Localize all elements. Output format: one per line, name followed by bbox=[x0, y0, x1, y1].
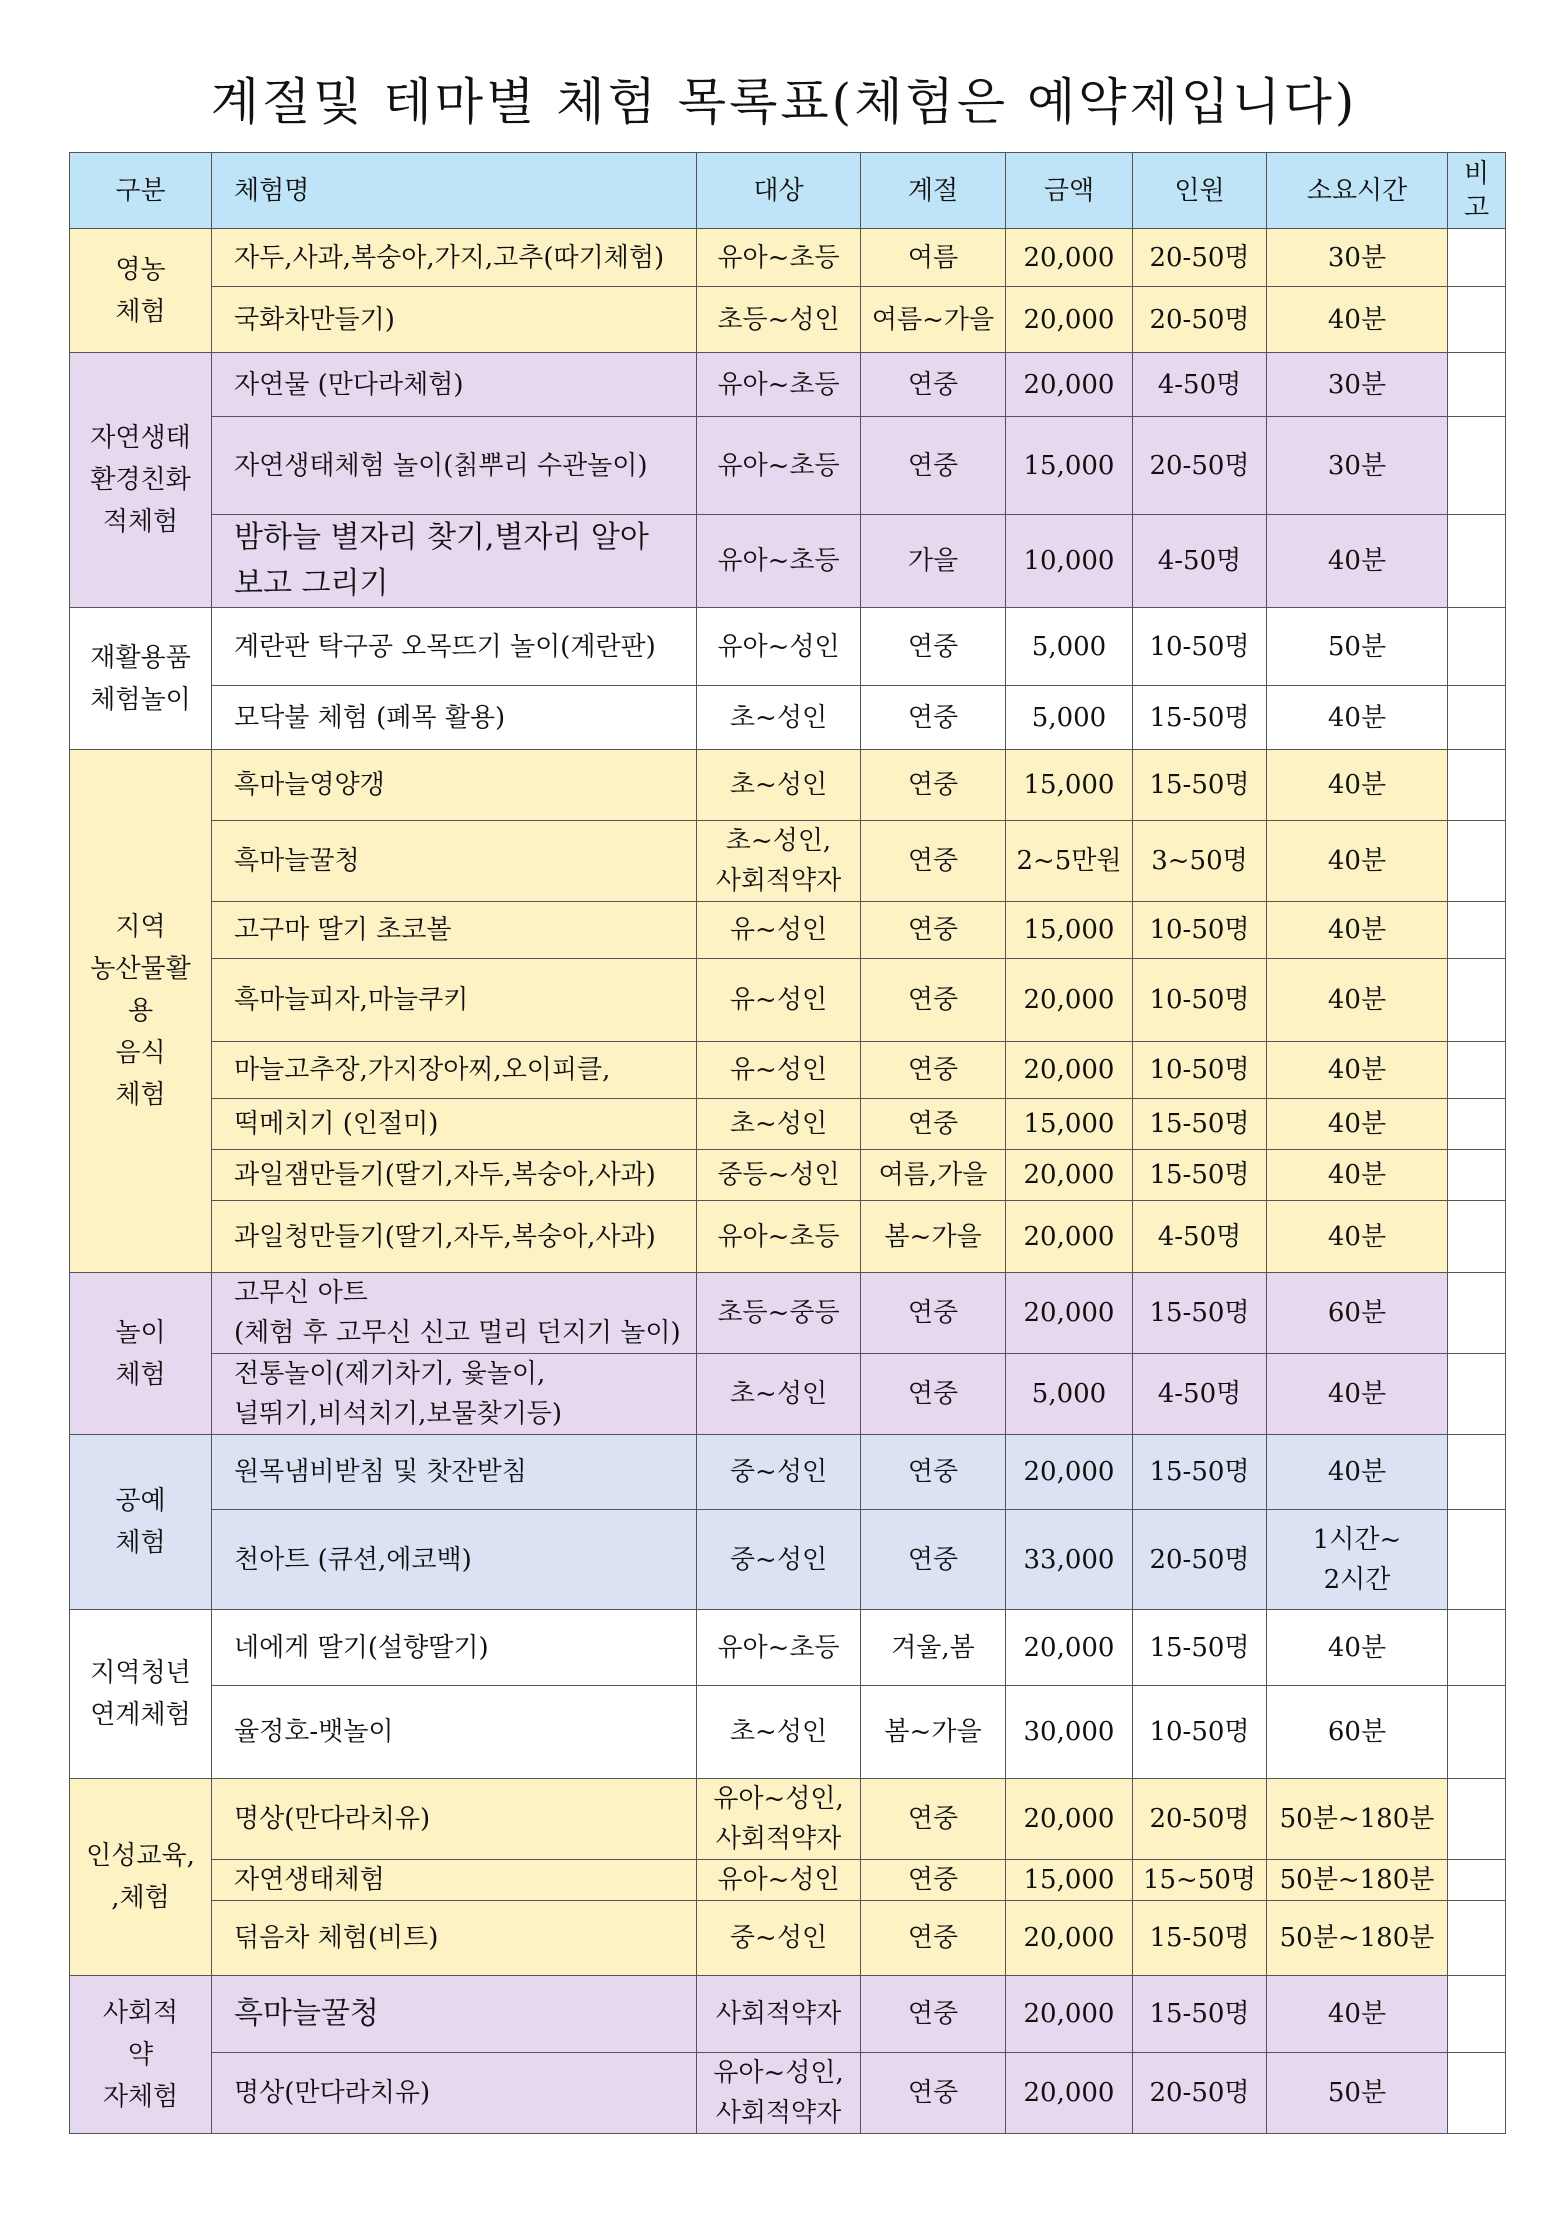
table-row bbox=[70, 1150, 1506, 1201]
name-cell: 명상(만다라치유) bbox=[212, 1779, 697, 1860]
target-cell: 사회적약자 bbox=[697, 1976, 861, 2053]
target-cell: 유~성인 bbox=[697, 959, 861, 1042]
price-cell: 15,000 bbox=[1006, 902, 1133, 959]
season-cell: 연중 bbox=[861, 821, 1006, 902]
price-cell: 20,000 bbox=[1006, 1150, 1133, 1201]
table-row bbox=[70, 515, 1506, 608]
season-cell: 가을 bbox=[861, 515, 1006, 608]
price-cell: 5,000 bbox=[1006, 686, 1133, 750]
season-cell: 봄~가을 bbox=[861, 1686, 1006, 1779]
name-cell: 흑마늘피자,마늘쿠키 bbox=[212, 959, 697, 1042]
target-cell: 유아~초등 bbox=[697, 515, 861, 608]
name-cell: 명상(만다라치유) bbox=[212, 2053, 697, 2134]
people-cell: 10-50명 bbox=[1133, 608, 1267, 686]
target-cell: 유아~초등 bbox=[697, 353, 861, 417]
note-cell bbox=[1448, 1779, 1506, 1860]
table-row bbox=[70, 1042, 1506, 1099]
people-cell: 4-50명 bbox=[1133, 353, 1267, 417]
people-cell: 15~50명 bbox=[1133, 1860, 1267, 1901]
people-cell: 3~50명 bbox=[1133, 821, 1267, 902]
note-cell bbox=[1448, 353, 1506, 417]
duration-cell: 1시간~ 2시간 bbox=[1267, 1510, 1448, 1610]
target-cell: 유아~초등 bbox=[697, 229, 861, 287]
table-row bbox=[70, 750, 1506, 821]
duration-cell: 40분 bbox=[1267, 821, 1448, 902]
duration-cell: 40분 bbox=[1267, 1354, 1448, 1435]
table-row bbox=[70, 1686, 1506, 1779]
people-cell: 15-50명 bbox=[1133, 1150, 1267, 1201]
table-row bbox=[70, 2053, 1506, 2134]
people-cell: 4-50명 bbox=[1133, 1354, 1267, 1435]
price-cell: 20,000 bbox=[1006, 229, 1133, 287]
note-cell bbox=[1448, 1510, 1506, 1610]
price-cell: 33,000 bbox=[1006, 1510, 1133, 1610]
price-cell: 5,000 bbox=[1006, 608, 1133, 686]
name-cell: 자연물 (만다라체험) bbox=[212, 353, 697, 417]
duration-cell: 40분 bbox=[1267, 1150, 1448, 1201]
people-cell: 15-50명 bbox=[1133, 686, 1267, 750]
name-cell: 고무신 아트 (체험 후 고무신 신고 멀리 던지기 놀이) bbox=[212, 1273, 697, 1354]
name-cell: 모닥불 체험 (폐목 활용) bbox=[212, 686, 697, 750]
target-cell: 유아~초등 bbox=[697, 417, 861, 515]
target-cell: 초등~성인 bbox=[697, 287, 861, 353]
note-cell bbox=[1448, 1860, 1506, 1901]
header-price: 금액 bbox=[1006, 153, 1133, 229]
note-cell bbox=[1448, 1150, 1506, 1201]
note-cell bbox=[1448, 515, 1506, 608]
duration-cell: 40분 bbox=[1267, 287, 1448, 353]
target-cell: 중~성인 bbox=[697, 1510, 861, 1610]
note-cell bbox=[1448, 2053, 1506, 2134]
note-cell bbox=[1448, 1201, 1506, 1273]
people-cell: 20-50명 bbox=[1133, 2053, 1267, 2134]
price-cell: 20,000 bbox=[1006, 1901, 1133, 1976]
note-cell bbox=[1448, 959, 1506, 1042]
season-cell: 연중 bbox=[861, 1901, 1006, 1976]
target-cell: 유아~초등 bbox=[697, 1610, 861, 1686]
price-cell: 20,000 bbox=[1006, 287, 1133, 353]
season-cell: 연중 bbox=[861, 2053, 1006, 2134]
people-cell: 15-50명 bbox=[1133, 1901, 1267, 1976]
name-cell: 떡메치기 (인절미) bbox=[212, 1099, 697, 1150]
table-row bbox=[70, 1610, 1506, 1686]
name-cell: 자연생태체험 bbox=[212, 1860, 697, 1901]
note-cell bbox=[1448, 229, 1506, 287]
name-cell: 마늘고추장,가지장아찌,오이피클, bbox=[212, 1042, 697, 1099]
season-cell: 연중 bbox=[861, 608, 1006, 686]
people-cell: 4-50명 bbox=[1133, 1201, 1267, 1273]
duration-cell: 50분~180분 bbox=[1267, 1901, 1448, 1976]
category-cell: 지역청년 연계체험 bbox=[70, 1610, 212, 1779]
duration-cell: 30분 bbox=[1267, 353, 1448, 417]
header-target: 대상 bbox=[697, 153, 861, 229]
name-cell: 과일청만들기(딸기,자두,복숭아,사과) bbox=[212, 1201, 697, 1273]
table-row bbox=[70, 1099, 1506, 1150]
people-cell: 15-50명 bbox=[1133, 1976, 1267, 2053]
people-cell: 15-50명 bbox=[1133, 1435, 1267, 1510]
people-cell: 10-50명 bbox=[1133, 959, 1267, 1042]
duration-cell: 30분 bbox=[1267, 229, 1448, 287]
duration-cell: 40분 bbox=[1267, 515, 1448, 608]
table-row bbox=[70, 1273, 1506, 1354]
season-cell: 봄~가을 bbox=[861, 1201, 1006, 1273]
season-cell: 연중 bbox=[861, 686, 1006, 750]
header-season: 계절 bbox=[861, 153, 1006, 229]
duration-cell: 50분 bbox=[1267, 608, 1448, 686]
target-cell: 유아~성인, 사회적약자 bbox=[697, 2053, 861, 2134]
note-cell bbox=[1448, 821, 1506, 902]
price-cell: 20,000 bbox=[1006, 1976, 1133, 2053]
target-cell: 유아~성인, 사회적약자 bbox=[697, 1779, 861, 1860]
people-cell: 20-50명 bbox=[1133, 417, 1267, 515]
table-row bbox=[70, 821, 1506, 902]
target-cell: 초~성인 bbox=[697, 1686, 861, 1779]
table-row bbox=[70, 229, 1506, 287]
season-cell: 연중 bbox=[861, 1435, 1006, 1510]
season-cell: 연중 bbox=[861, 1042, 1006, 1099]
duration-cell: 30분 bbox=[1267, 417, 1448, 515]
price-cell: 20,000 bbox=[1006, 1610, 1133, 1686]
header-category: 구분 bbox=[70, 153, 212, 229]
target-cell: 유~성인 bbox=[697, 902, 861, 959]
people-cell: 20-50명 bbox=[1133, 1510, 1267, 1610]
table-row bbox=[70, 1510, 1506, 1610]
people-cell: 20-50명 bbox=[1133, 287, 1267, 353]
note-cell bbox=[1448, 1976, 1506, 2053]
table-row bbox=[70, 686, 1506, 750]
note-cell bbox=[1448, 1273, 1506, 1354]
duration-cell: 40분 bbox=[1267, 902, 1448, 959]
table-row bbox=[70, 1976, 1506, 2053]
table-row bbox=[70, 1901, 1506, 1976]
category-cell: 지역 농산물활 용 음식 체험 bbox=[70, 750, 212, 1273]
season-cell: 연중 bbox=[861, 353, 1006, 417]
season-cell: 연중 bbox=[861, 959, 1006, 1042]
target-cell: 유아~성인 bbox=[697, 608, 861, 686]
price-cell: 15,000 bbox=[1006, 417, 1133, 515]
category-cell: 공예 체험 bbox=[70, 1435, 212, 1610]
duration-cell: 40분 bbox=[1267, 1201, 1448, 1273]
duration-cell: 50분~180분 bbox=[1267, 1860, 1448, 1901]
season-cell: 여름~가을 bbox=[861, 287, 1006, 353]
target-cell: 유~성인 bbox=[697, 1042, 861, 1099]
table-row bbox=[70, 353, 1506, 417]
name-cell: 계란판 탁구공 오목뜨기 놀이(계란판) bbox=[212, 608, 697, 686]
name-cell: 자연생태체험 놀이(칡뿌리 수관놀이) bbox=[212, 417, 697, 515]
season-cell: 연중 bbox=[861, 750, 1006, 821]
table-row bbox=[70, 608, 1506, 686]
header-name: 체험명 bbox=[212, 153, 697, 229]
name-cell: 자두,사과,복숭아,가지,고추(따기체험) bbox=[212, 229, 697, 287]
price-cell: 2~5만원 bbox=[1006, 821, 1133, 902]
target-cell: 초~성인 bbox=[697, 750, 861, 821]
season-cell: 연중 bbox=[861, 1099, 1006, 1150]
target-cell: 중등~성인 bbox=[697, 1150, 861, 1201]
season-cell: 연중 bbox=[861, 1273, 1006, 1354]
note-cell bbox=[1448, 1686, 1506, 1779]
table-row bbox=[70, 1354, 1506, 1435]
duration-cell: 50분~180분 bbox=[1267, 1779, 1448, 1860]
duration-cell: 40분 bbox=[1267, 1099, 1448, 1150]
page-title: 계절및 테마별 체험 목록표(체험은 예약제입니다) bbox=[210, 73, 1358, 131]
table-row bbox=[70, 902, 1506, 959]
target-cell: 중~성인 bbox=[697, 1901, 861, 1976]
note-cell bbox=[1448, 902, 1506, 959]
people-cell: 15-50명 bbox=[1133, 750, 1267, 821]
price-cell: 30,000 bbox=[1006, 1686, 1133, 1779]
name-cell: 고구마 딸기 초코볼 bbox=[212, 902, 697, 959]
price-cell: 20,000 bbox=[1006, 2053, 1133, 2134]
note-cell bbox=[1448, 608, 1506, 686]
header-row bbox=[70, 153, 1506, 229]
price-cell: 15,000 bbox=[1006, 750, 1133, 821]
season-cell: 겨울,봄 bbox=[861, 1610, 1006, 1686]
table-row bbox=[70, 1779, 1506, 1860]
people-cell: 20-50명 bbox=[1133, 1779, 1267, 1860]
target-cell: 중~성인 bbox=[697, 1435, 861, 1510]
note-cell bbox=[1448, 1099, 1506, 1150]
duration-cell: 40분 bbox=[1267, 750, 1448, 821]
name-cell: 흑마늘영양갱 bbox=[212, 750, 697, 821]
price-cell: 10,000 bbox=[1006, 515, 1133, 608]
people-cell: 20-50명 bbox=[1133, 229, 1267, 287]
price-cell: 15,000 bbox=[1006, 1860, 1133, 1901]
season-cell: 연중 bbox=[861, 902, 1006, 959]
name-cell: 율정호-뱃놀이 bbox=[212, 1686, 697, 1779]
people-cell: 10-50명 bbox=[1133, 902, 1267, 959]
table-row bbox=[70, 1201, 1506, 1273]
target-cell: 초~성인 bbox=[697, 1354, 861, 1435]
price-cell: 20,000 bbox=[1006, 959, 1133, 1042]
season-cell: 연중 bbox=[861, 1779, 1006, 1860]
people-cell: 10-50명 bbox=[1133, 1042, 1267, 1099]
target-cell: 유아~초등 bbox=[697, 1201, 861, 1273]
price-cell: 20,000 bbox=[1006, 1435, 1133, 1510]
note-cell bbox=[1448, 1610, 1506, 1686]
header-duration: 소요시간 bbox=[1267, 153, 1448, 229]
season-cell: 여름,가을 bbox=[861, 1150, 1006, 1201]
duration-cell: 40분 bbox=[1267, 1976, 1448, 2053]
duration-cell: 40분 bbox=[1267, 686, 1448, 750]
header-note-label: 비고 bbox=[1463, 158, 1490, 223]
table-body bbox=[70, 229, 1506, 2134]
header-note bbox=[1448, 153, 1506, 229]
people-cell: 15-50명 bbox=[1133, 1099, 1267, 1150]
people-cell: 15-50명 bbox=[1133, 1610, 1267, 1686]
name-cell: 전통놀이(제기차기, 윷놀이, 널뛰기,비석치기,보물찾기등) bbox=[212, 1354, 697, 1435]
table-row bbox=[70, 959, 1506, 1042]
target-cell: 유아~성인 bbox=[697, 1860, 861, 1901]
price-cell: 20,000 bbox=[1006, 1273, 1133, 1354]
name-cell: 국화차만들기) bbox=[212, 287, 697, 353]
category-cell: 영농 체험 bbox=[70, 229, 212, 353]
note-cell bbox=[1448, 287, 1506, 353]
target-cell: 초~성인, 사회적약자 bbox=[697, 821, 861, 902]
duration-cell: 40분 bbox=[1267, 1042, 1448, 1099]
season-cell: 연중 bbox=[861, 417, 1006, 515]
name-cell: 천아트 (큐션,에코백) bbox=[212, 1510, 697, 1610]
price-cell: 5,000 bbox=[1006, 1354, 1133, 1435]
name-cell: 네에게 딸기(설향딸기) bbox=[212, 1610, 697, 1686]
price-cell: 20,000 bbox=[1006, 353, 1133, 417]
people-cell: 10-50명 bbox=[1133, 1686, 1267, 1779]
season-cell: 연중 bbox=[861, 1976, 1006, 2053]
name-cell: 과일잼만들기(딸기,자두,복숭아,사과) bbox=[212, 1150, 697, 1201]
season-cell: 연중 bbox=[861, 1510, 1006, 1610]
price-cell: 20,000 bbox=[1006, 1042, 1133, 1099]
target-cell: 초~성인 bbox=[697, 686, 861, 750]
duration-cell: 40분 bbox=[1267, 1610, 1448, 1686]
note-cell bbox=[1448, 1435, 1506, 1510]
name-cell: 밤하늘 별자리 찾기,별자리 알아 보고 그리기 bbox=[212, 515, 697, 608]
people-cell: 4-50명 bbox=[1133, 515, 1267, 608]
table-row bbox=[70, 287, 1506, 353]
people-cell: 15-50명 bbox=[1133, 1273, 1267, 1354]
table-row bbox=[70, 417, 1506, 515]
table-row bbox=[70, 1435, 1506, 1510]
season-cell: 여름 bbox=[861, 229, 1006, 287]
name-cell: 흑마늘꿀청 bbox=[212, 821, 697, 902]
note-cell bbox=[1448, 750, 1506, 821]
target-cell: 초~성인 bbox=[697, 1099, 861, 1150]
name-cell: 흑마늘꿀청 bbox=[212, 1976, 697, 2053]
category-cell: 자연생태 환경친화 적체험 bbox=[70, 353, 212, 608]
price-cell: 20,000 bbox=[1006, 1779, 1133, 1860]
category-cell: 사회적 약 자체험 bbox=[70, 1976, 212, 2134]
header-people: 인원 bbox=[1133, 153, 1267, 229]
price-cell: 20,000 bbox=[1006, 1201, 1133, 1273]
note-cell bbox=[1448, 1901, 1506, 1976]
note-cell bbox=[1448, 417, 1506, 515]
name-cell: 덖음차 체험(비트) bbox=[212, 1901, 697, 1976]
duration-cell: 40분 bbox=[1267, 1435, 1448, 1510]
note-cell bbox=[1448, 686, 1506, 750]
note-cell bbox=[1448, 1042, 1506, 1099]
price-cell: 15,000 bbox=[1006, 1099, 1133, 1150]
note-cell bbox=[1448, 1354, 1506, 1435]
duration-cell: 60분 bbox=[1267, 1686, 1448, 1779]
duration-cell: 60분 bbox=[1267, 1273, 1448, 1354]
category-cell: 인성교육, ,체험 bbox=[70, 1779, 212, 1976]
table-row bbox=[70, 1860, 1506, 1901]
duration-cell: 50분 bbox=[1267, 2053, 1448, 2134]
name-cell: 원목냄비받침 및 찻잔받침 bbox=[212, 1435, 697, 1510]
duration-cell: 40분 bbox=[1267, 959, 1448, 1042]
target-cell: 초등~중등 bbox=[697, 1273, 861, 1354]
season-cell: 연중 bbox=[861, 1860, 1006, 1901]
season-cell: 연중 bbox=[861, 1354, 1006, 1435]
category-cell: 재활용품 체험놀이 bbox=[70, 608, 212, 750]
category-cell: 놀이 체험 bbox=[70, 1273, 212, 1435]
experience-table bbox=[69, 152, 1506, 2134]
